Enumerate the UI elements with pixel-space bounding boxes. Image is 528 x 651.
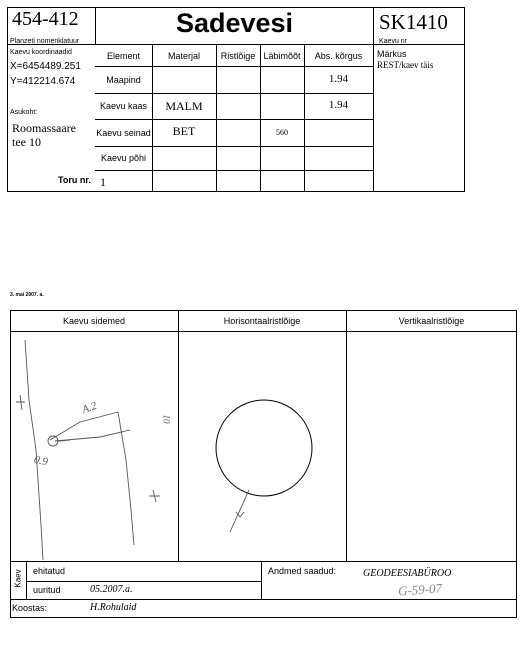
row-height: 1.94 (328, 99, 349, 111)
row-element: Kaevu seinad (96, 128, 151, 138)
pipe-value: 1 (100, 175, 106, 189)
sketch-col-header: Kaevu sidemed (62, 316, 126, 326)
footer-source-code: G-59-07 (397, 580, 443, 599)
address-line1: Roomassaare (12, 121, 76, 135)
horizontal-section-circle (216, 400, 312, 496)
col-header-diameter: Läbimõõt (263, 51, 301, 61)
footer-author-value: H.Rohulaid (90, 602, 137, 613)
remarks-value: REST/kaev täis (377, 60, 434, 70)
footer-author-label: Koostas: (12, 603, 48, 613)
row-diameter: 560 (276, 128, 288, 137)
footer-source-value: GEODEESIABÜROO (363, 568, 452, 579)
col-header-material: Materjal (167, 51, 200, 61)
sketch-col-header: Vertikaalristlõige (398, 316, 465, 326)
sketch-annotation-10: 10 (161, 414, 172, 424)
address-line2: tee 10 (12, 135, 41, 149)
plan-number: 454-412 (12, 8, 79, 30)
footer-side-divider (26, 561, 27, 599)
footer-source-label: Andmed saadud: (268, 566, 337, 576)
coord-y: Y=412214.674 (10, 76, 76, 87)
footer-bottom-line (10, 599, 517, 600)
remarks-label: Märkus (377, 49, 407, 59)
footer-built-label: ehitatud (33, 566, 66, 576)
well-id: SK1410 (379, 10, 448, 34)
sketch-col-header: Horisontaalristlõige (223, 316, 301, 326)
date-note: 3. mai 2007. a. (10, 292, 44, 298)
footer-side-label: Kaev (13, 569, 23, 588)
row-material: BET (172, 124, 196, 138)
row-element: Kaevu põhi (100, 153, 147, 163)
plan-number-caption: Planzeti nomenklatuur (10, 38, 80, 45)
footer-surveyed-label: uuritud (33, 585, 61, 595)
address-caption: Asukoht: (10, 109, 38, 116)
coordinates-caption: Kaevu koordinaadid (10, 49, 72, 56)
row-element: Maapind (106, 75, 141, 85)
coord-x: X=6454489.251 (10, 61, 81, 72)
col-header-element: Element (106, 51, 141, 61)
row-element: Kaevu kaas (99, 101, 148, 111)
footer-row-line (26, 581, 261, 582)
pipe-label: Toru nr. (58, 175, 91, 185)
sketch-annotation-a: A.2 (80, 399, 99, 417)
col-header-height: Abs. kõrgus (314, 51, 363, 61)
row-material: MALM (165, 99, 203, 113)
footer-mid-divider (261, 561, 262, 599)
well-id-caption: Kaevu nr (379, 38, 408, 45)
sketch-annotation-distance: 0.9 (32, 453, 49, 469)
page-title: Sadevesi (175, 8, 294, 38)
col-header-section: Ristlõige (220, 51, 256, 61)
footer-surveyed-value: 05.2007.a. (90, 584, 133, 595)
row-height: 1.94 (328, 73, 349, 85)
